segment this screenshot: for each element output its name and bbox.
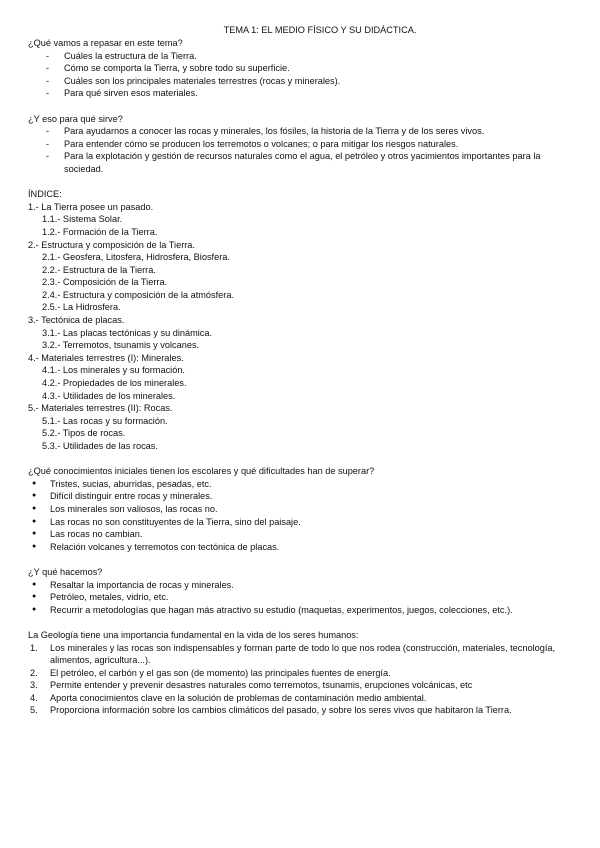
index-entry: 1.- La Tierra posee un pasado. <box>28 201 154 212</box>
index-entry: 5.3.- Utilidades de las rocas. <box>42 441 158 451</box>
document-page <box>28 24 594 717</box>
spacer <box>28 176 594 189</box>
list-item: - Para la explotación y gestión de recursos naturales como el agua, el petróleo y otros yacimientos importantes para la sociedad. <box>28 150 594 175</box>
index-entry: 1.1.- Sistema Solar. <box>42 214 123 225</box>
index-entry: 4.1.- Los minerales y su formación. <box>42 365 185 376</box>
list-item: ● Recurrir a metodologías que hagan más atractivo su estudio (maquetas, experimentos, juegos, colecciones, etc.). <box>28 604 594 617</box>
list-item-text: Aporta conocimientos clave en la solución de problemas de contaminación medio ambiental. <box>50 692 427 703</box>
list-item: - Para entender cómo se producen los terremotos o volcanes; o para mitigar los riesgos naturales. <box>28 138 594 151</box>
list-number: 5. <box>30 705 38 716</box>
index-entry: 4.- Materiales terrestres (I): Minerales. <box>28 352 184 363</box>
spacer <box>28 553 594 566</box>
index-entry: 3.1.- Las placas tectónicas y su dinámica. <box>42 327 213 338</box>
list-item <box>28 679 594 692</box>
list-number: 1. <box>30 642 38 653</box>
list-item-text: El petróleo, el carbón y el gas son (de momento) las principales fuentes de energía. <box>50 667 391 678</box>
list-item-text: Proporciona información sobre los cambios climáticos del pasado, y sobre los seres vivos que habitaron la Tierra. <box>50 705 512 716</box>
index-entry: 4.3.- Utilidades de los minerales. <box>42 390 176 401</box>
list-hacemos <box>28 579 594 617</box>
list-item-text: Permite entender y prevenir desastres naturales como terremotos, tsunamis, erupciones volcánicas, etc <box>50 680 473 691</box>
index-entry: 2.5.- La Hidrosfera. <box>42 302 121 313</box>
list-item: - Para ayudarnos a conocer las rocas y minerales, los fósiles, la historia de la Tierra y de los seres vivos. <box>28 125 594 138</box>
spacer <box>28 453 594 466</box>
list-item: ● Tristes, sucias, aburridas, pesadas, etc. <box>28 478 594 491</box>
section-heading-geologia: La Geología tiene una importancia fundamental en la vida de los seres humanos: <box>28 629 359 640</box>
list-item: ● Los minerales son valiosos, las rocas no. <box>28 503 594 516</box>
index-entry: 2.1.- Geosfera, Litosfera, Hidrosfera, Biosfera. <box>42 252 230 263</box>
list-conocimientos <box>28 478 594 554</box>
list-geologia <box>28 642 594 718</box>
list-repasar <box>28 50 594 100</box>
list-item: - Cómo se comporta la Tierra, y sobre todo su superficie. <box>28 62 594 75</box>
section-heading-sirve: ¿Y eso para qué sirve? <box>28 113 123 124</box>
list-item <box>28 667 594 680</box>
list-item: ● Las rocas no cambian. <box>28 528 594 541</box>
index-list <box>28 201 594 453</box>
section-heading-indice: ÍNDICE: <box>28 189 62 200</box>
index-entry: 3.2.- Terremotos, tsunamis y volcanes. <box>42 340 200 351</box>
index-entry: 2.2.- Estructura de la Tierra. <box>42 264 156 275</box>
list-item: - Para qué sirven esos materiales. <box>28 87 594 100</box>
spacer <box>28 100 594 113</box>
list-item: ● Petróleo, metales, vidrio, etc. <box>28 591 594 604</box>
list-item: ● Relación volcanes y terremotos con tectónica de placas. <box>28 541 594 554</box>
list-item: ● Difícil distinguir entre rocas y minerales. <box>28 490 594 503</box>
index-entry: 1.2.- Formación de la Tierra. <box>42 226 158 237</box>
index-entry: 5.- Materiales terrestres (II): Rocas. <box>28 403 173 414</box>
index-entry: 2.- Estructura y composición de la Tierra. <box>28 239 195 250</box>
index-entry: 5.2.- Tipos de rocas. <box>42 428 126 439</box>
index-entry: 3.- Tectónica de placas. <box>28 315 125 326</box>
list-number: 2. <box>30 667 38 678</box>
spacer <box>28 616 594 629</box>
list-item <box>28 704 594 717</box>
document-title: TEMA 1: EL MEDIO FÍSICO Y SU DIDÁCTICA. <box>223 25 417 35</box>
list-item: - Cuáles la estructura de la Tierra. <box>28 50 594 63</box>
list-item-text: Los minerales y las rocas son indispensables y forman parte de todo lo que nos rodea (construcción, materiales, tecnología, alimentos, agricultura...). <box>50 642 556 666</box>
list-item: ● Resaltar la importancia de rocas y minerales. <box>28 579 594 592</box>
index-entry: 2.3.- Composición de la Tierra. <box>42 277 168 288</box>
list-number: 3. <box>30 680 38 691</box>
list-number: 4. <box>30 692 38 703</box>
index-entry: 4.2.- Propiedades de los minerales. <box>42 378 187 389</box>
list-item: - Cuáles son los principales materiales terrestres (rocas y minerales). <box>28 75 594 88</box>
section-heading-conocimientos: ¿Qué conocimientos iniciales tienen los escolares y qué dificultades han de superar? <box>28 466 375 477</box>
section-heading-hacemos: ¿Y qué hacemos? <box>28 566 103 577</box>
list-item <box>28 692 594 705</box>
section-heading-repasar: ¿Qué vamos a repasar en este tema? <box>28 38 183 48</box>
list-item <box>28 642 594 667</box>
index-entry: 5.1.- Las rocas y su formación. <box>42 415 168 426</box>
index-entry: 2.4.- Estructura y composición de la atmósfera. <box>42 289 234 300</box>
list-item: ● Las rocas no son constituyentes de la Tierra, sino del paisaje. <box>28 516 594 529</box>
list-sirve <box>28 125 594 175</box>
